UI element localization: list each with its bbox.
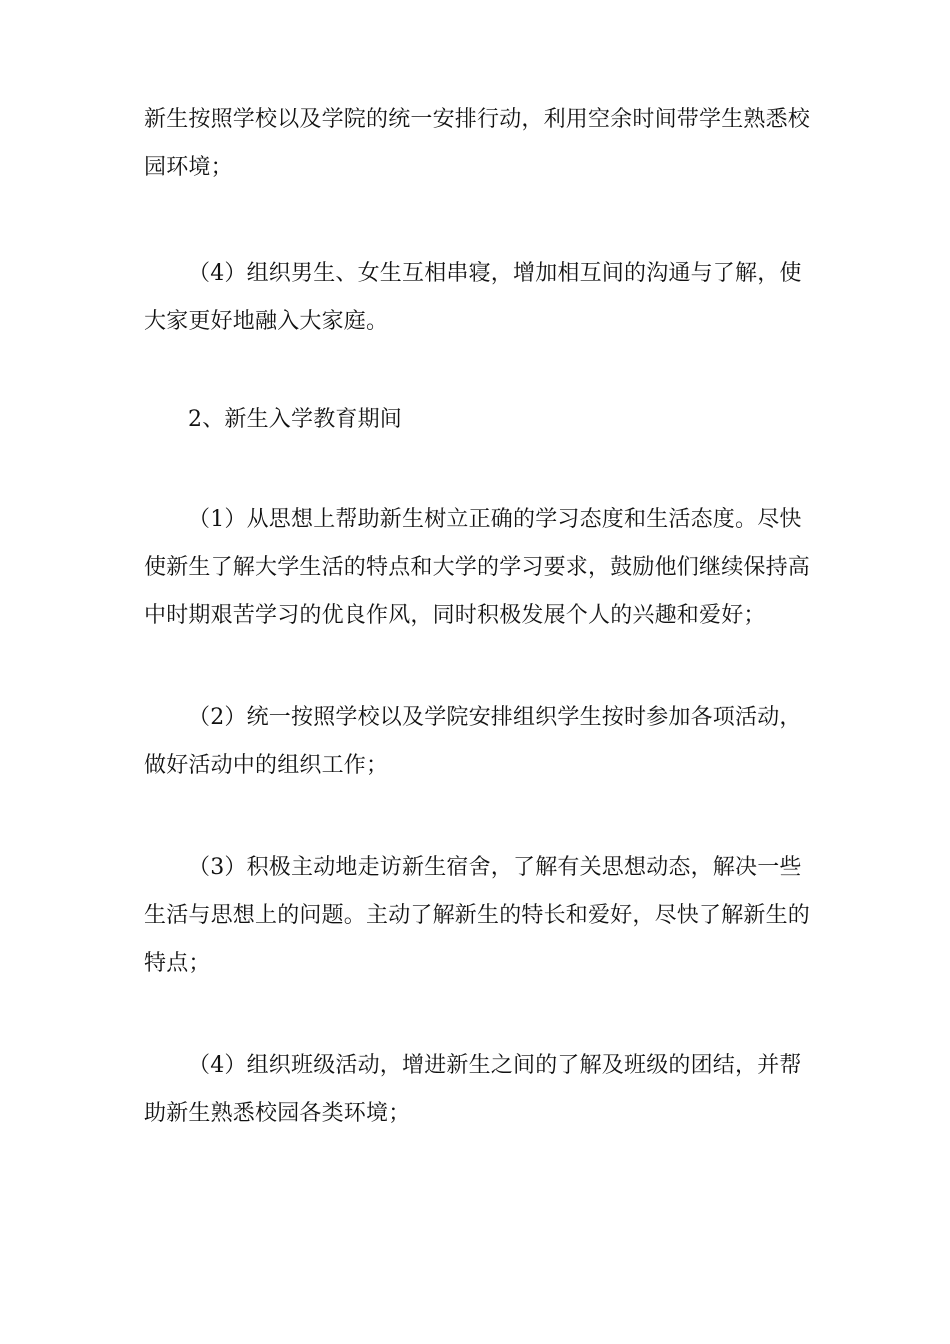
paragraph-item-4-class-activities: [144, 1042, 810, 1138]
text-line: （1）从思想上帮助新生树立正确的学习态度和生活态度。尽快: [188, 507, 802, 532]
text-line: 生活与思想上的问题。主动了解新生的特长和爱好，尽快了解新生的: [144, 903, 811, 928]
text-line: （3）积极主动地走访新生宿舍，了解有关思想动态，解决一些: [188, 855, 802, 880]
text-line: 做好活动中的组织工作；: [144, 753, 389, 778]
text-line: 园环境；: [144, 155, 233, 180]
paragraph-item-1-attitude: [144, 496, 810, 640]
text-line: 中时期艰苦学习的优良作风，同时积极发展个人的兴趣和爱好；: [144, 603, 766, 628]
paragraph-item-4-dorm-visits: [144, 250, 810, 346]
text-line: 2、新生入学教育期间: [188, 407, 402, 432]
text-line: 特点；: [144, 951, 211, 976]
paragraph-campus-guidance-continued: [144, 96, 810, 192]
text-line: （4）组织班级活动，增进新生之间的了解及班级的团结，并帮: [188, 1053, 802, 1078]
section-heading-orientation-period: [144, 396, 810, 444]
text-line: 助新生熟悉校园各类环境；: [144, 1101, 411, 1126]
text-line: 使新生了解大学生活的特点和大学的学习要求，鼓励他们继续保持高: [144, 555, 811, 580]
text-line: （4）组织男生、女生互相串寝，增加相互间的沟通与了解，使: [188, 261, 802, 286]
text-line: （2）统一按照学校以及学院安排组织学生按时参加各项活动，: [188, 705, 802, 730]
paragraph-item-3-dorm-visits: [144, 844, 810, 988]
paragraph-item-2-activities: [144, 694, 810, 790]
text-line: 大家更好地融入大家庭。: [144, 309, 389, 334]
text-line: 新生按照学校以及学院的统一安排行动，利用空余时间带学生熟悉校: [144, 107, 811, 132]
